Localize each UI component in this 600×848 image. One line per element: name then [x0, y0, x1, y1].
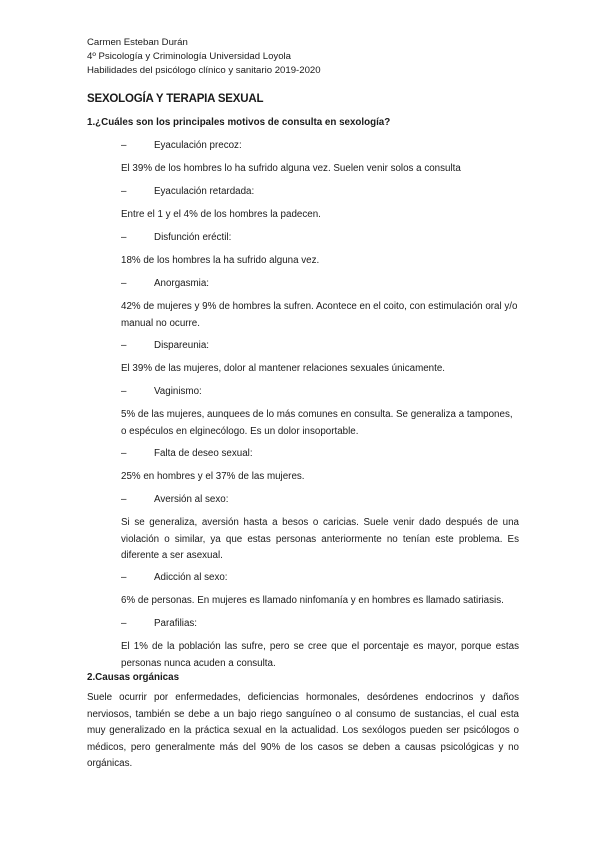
dash-bullet: –: [121, 232, 127, 243]
dash-bullet: –: [121, 140, 127, 151]
item-description: El 1% de la población las sufre, pero se cree que el porcentaje es mayor, porque estas personas nunca acuden a consulta.: [121, 641, 519, 669]
item-label: Eyaculación retardada:: [154, 186, 255, 197]
item-description: El 39% de las mujeres, dolor al mantener relaciones sexuales únicamente.: [121, 363, 446, 374]
dash-bullet: –: [121, 386, 127, 397]
dash-bullet: –: [121, 278, 127, 289]
dash-bullet: –: [121, 494, 127, 505]
item-description: 6% de personas. En mujeres es llamado ninfomanía y en hombres es llamado satiriasis.: [121, 595, 504, 606]
section-2-paragraph: Suele ocurrir por enfermedades, deficiencias hormonales, desórdenes endocrinos y daños nerviosos, también se debe a un bajo riego sanguíneo o al consumo de sustancias, el cual esta muy generalizado en la práctica sexual en la actualidad. Los sexólogos pueden ser psicólogos o médicos, pero generalmente más del 90% de los casos se deben a causas psicológicas y no orgánicas.: [87, 692, 519, 769]
item-description: El 39% de los hombres lo ha sufrido alguna vez. Suelen venir solos a consulta: [121, 163, 461, 174]
course-info: 4º Psicología y Criminología Universidad Loyola: [87, 51, 292, 62]
dash-bullet: –: [121, 340, 127, 351]
item-label: Adicción al sexo:: [154, 572, 228, 583]
item-label: Anorgasmia:: [154, 278, 209, 289]
document-header: [87, 36, 321, 78]
item-label: Aversión al sexo:: [154, 494, 229, 505]
dash-bullet: –: [121, 572, 127, 583]
item-label: Vaginismo:: [154, 386, 202, 397]
document-title: SEXOLOGÍA Y TERAPIA SEXUAL: [87, 93, 264, 105]
item-label: Disfunción eréctil:: [154, 232, 232, 243]
item-label: Eyaculación precoz:: [154, 140, 242, 151]
item-description: 5% de las mujeres, aunquees de lo más comunes en consulta. Se generaliza a tampones, o espéculos en elginecólogo. Es un dolor insoportable.: [121, 409, 513, 437]
author-name: Carmen Esteban Durán: [87, 37, 188, 48]
item-description: 18% de los hombres la ha sufrido alguna vez.: [121, 255, 320, 266]
item-description: 25% en hombres y el 37% de las mujeres.: [121, 471, 305, 482]
dash-bullet: –: [121, 186, 127, 197]
dash-bullet: –: [121, 618, 127, 629]
subject-info: Habilidades del psicólogo clínico y sanitario 2019-2020: [87, 65, 321, 76]
item-label: Falta de deseo sexual:: [154, 448, 253, 459]
dash-bullet: –: [121, 448, 127, 459]
item-description: Entre el 1 y el 4% de los hombres la padecen.: [121, 209, 321, 220]
item-label: Dispareunia:: [154, 340, 210, 351]
item-description: Si se generaliza, aversión hasta a besos o caricias. Suele venir dado después de una violación o similar, ya que estas personas anteriormente no tenían este problema. Es diferente a ser asexual.: [121, 517, 519, 561]
section-2-heading: 2.Causas orgánicas: [87, 672, 180, 683]
item-label: Parafilias:: [154, 618, 198, 629]
item-description: 42% de mujeres y 9% de hombres la sufren. Acontece en el coito, con estimulación oral y/o manual no ocurre.: [121, 301, 518, 329]
section-1-heading: 1.¿Cuáles son los principales motivos de consulta en sexología?: [87, 117, 391, 128]
